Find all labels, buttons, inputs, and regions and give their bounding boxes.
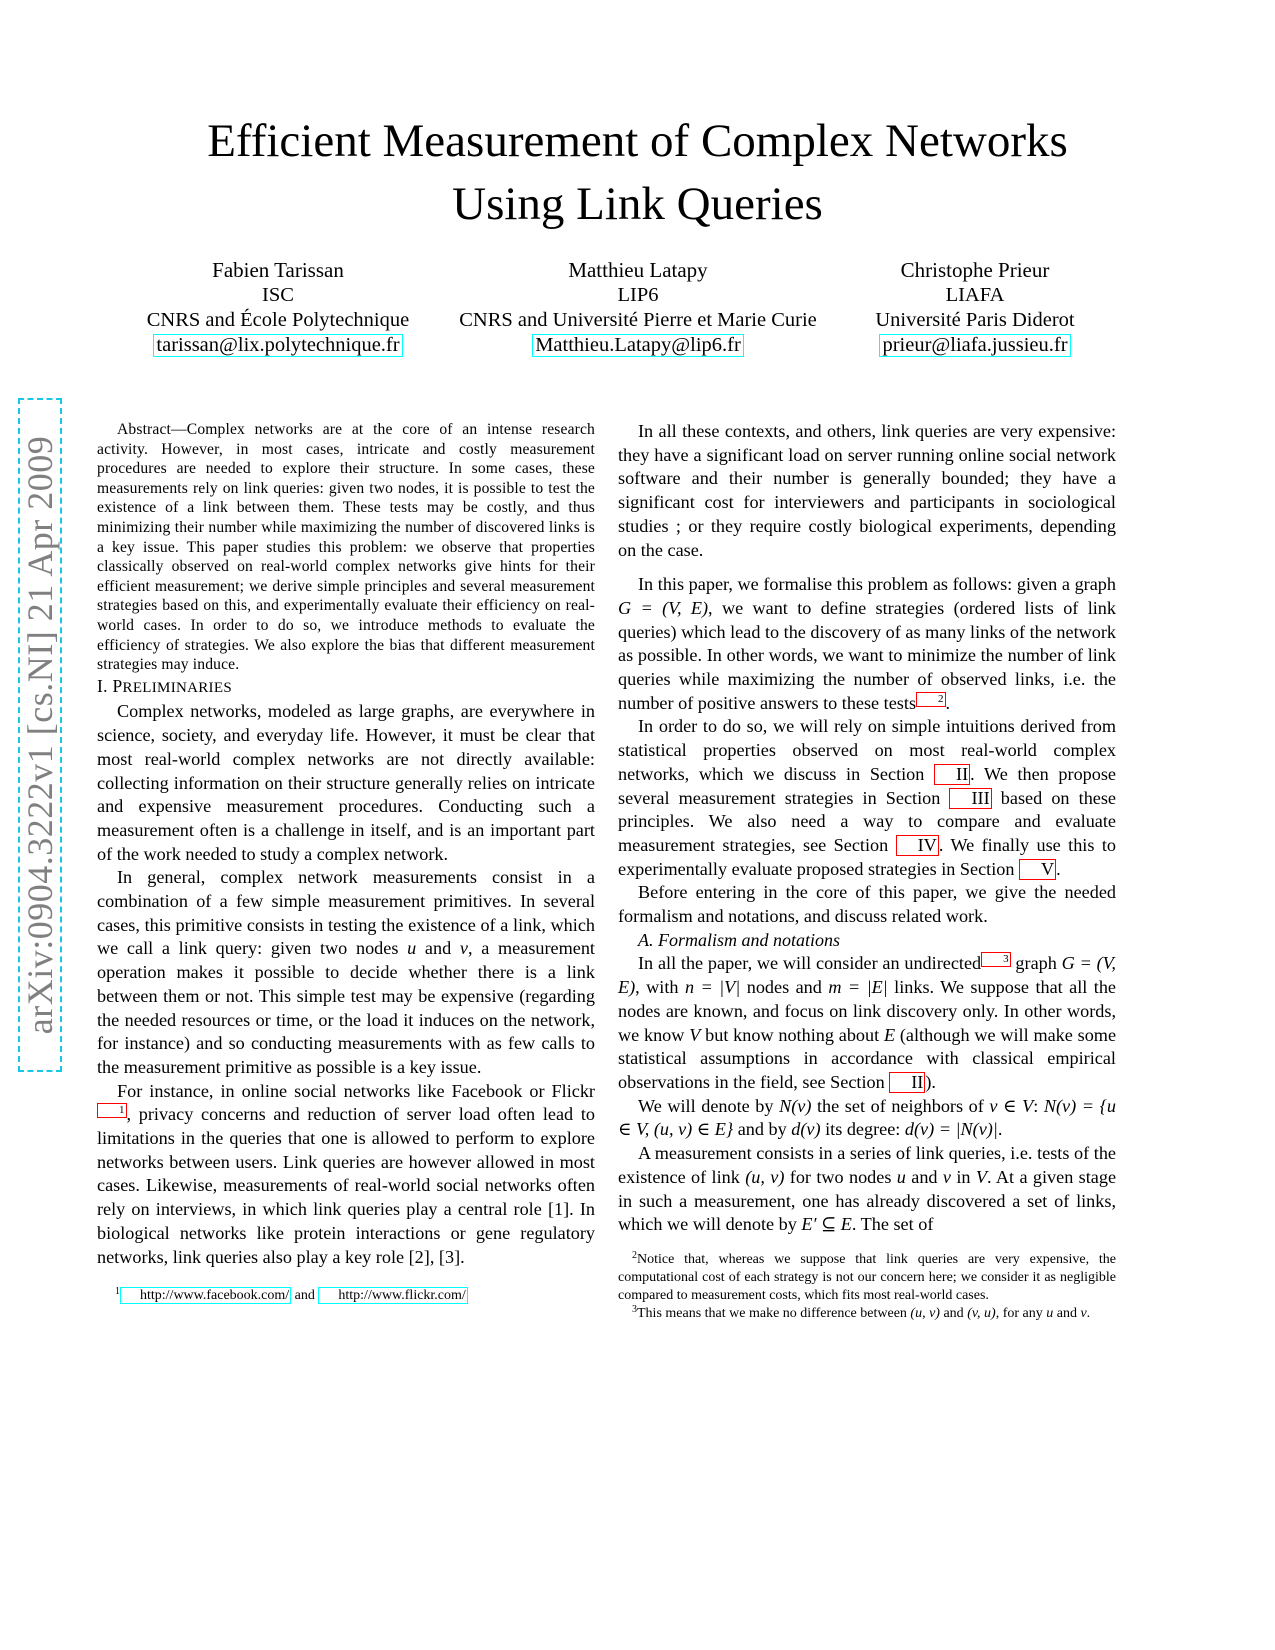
author-lab: LIAFA [945, 284, 1005, 306]
arxiv-identifier: arXiv:0904.3222v1 [cs.NI] 21 Apr 2009 [20, 435, 60, 1035]
author-block-2 [448, 258, 828, 358]
title-line-2: Using Link Queries [452, 178, 823, 230]
author-institution: CNRS and Université Pierre et Marie Curie [459, 309, 817, 331]
footnotes [618, 1251, 1116, 1323]
flickr-url-link[interactable]: http://www.flickr.com/ [318, 1287, 467, 1304]
arxiv-stamp[interactable] [18, 398, 62, 1072]
paragraph: In all the paper, we will consider an undirected 3 graph G = (V, E), with n = |V| nodes and m = |E| links. We suppose that all the nodes are known, and focus on link discovery only. In other words, we know V but know nothing about E (although we will make some statistical assumptions in accordance with classical empirical observations in the field, see Section II ). [618, 953, 1117, 1092]
footnote-1: $^1$ http://www.facebook.com/ and http://www.flickr.com/ [115, 1286, 466, 1304]
paragraph: In all these contexts, and others, link queries are very expensive: they have a significant load on server running online social network software and their number is generally bounded; they have a significant cost for interviewers and participants in sociological studies ; or they require costly biological experiments, depending on the case. [618, 421, 1116, 560]
author-email-link[interactable]: prieur@liafa.jussieu.fr [879, 334, 1070, 357]
section-ref-V[interactable]: V [1019, 859, 1056, 880]
author-email-link[interactable]: Matthieu.Latapy@lip6.fr [532, 334, 744, 357]
paragraph: Complex networks, modeled as large graphs, are everywhere in science, society, and everyday life. However, it must be clear that most real-world complex networks are not directly available: collecting information on their structure generally relies on intricate and expensive measurement procedures. Conducting such a measurement often is a challenge in itself, and is an important part of the work needed to study a complex network. [97, 701, 595, 864]
author-lab: ISC [262, 284, 294, 306]
author-email-link[interactable]: tarissan@lix.polytechnique.fr [153, 334, 402, 357]
author-block-1 [118, 258, 438, 358]
author-block-3 [845, 258, 1105, 358]
section-heading-preliminaries: I. PRELIMINARIES [97, 675, 232, 696]
footnote-link-1[interactable]: 1 [97, 1103, 127, 1118]
title-line-1: Efficient Measurement of Complex Networks [207, 115, 1068, 167]
section-ref-III[interactable]: III [949, 788, 991, 809]
section-ref-II[interactable]: II [889, 1072, 925, 1093]
footnote-link-2[interactable]: 2 [916, 692, 946, 707]
footnote-link-3[interactable]: 3 [981, 952, 1011, 967]
section-ref-IV[interactable]: IV [896, 835, 939, 856]
paragraph: Before entering in the core of this paper, we give the needed formalism and notations, and discuss related work. [618, 882, 1116, 927]
right-column [618, 420, 1116, 1323]
author-institution: CNRS and École Polytechnique [146, 309, 410, 331]
paragraph: In general, complex network measurements consist in a combination of a few simple measurement primitives. In several cases, this primitive consists in testing the existence of a link, which we call a link query: given two nodes u and v, a measurement operation makes it possible to decide whether there is a link between them or not. This simple test may be expensive (regarding the needed resources or time, or the load it induces on the network, for instance) and so conducting measurements with as few calls to the measurement primitive as possible is a key issue. [97, 867, 595, 1077]
paragraph: In this paper, we formalise this problem as follows: given a graph G = (V, E), we want to define strategies (ordered lists of link queries) which lead to the discovery of as many links of the network as possible. In other words, we want to minimize the number of link queries while maximizing the number of observed links, i.e. the number of positive answers to these tests 2 . [618, 574, 1116, 713]
footnote-2: $^2$Notice that, whereas we suppose that link queries are very expensive, the computational cost of each strategy is not our concern here; we consider it as negligible compared to measurement costs, which fits most real-world cases. [618, 1249, 1116, 1303]
paragraph: We will denote by N(v) the set of neighbors of v ∈ V: N(v) = {u ∈ V, (u, v) ∈ E} and by d(v) its degree: d(v) = |N(v)|. [618, 1095, 1116, 1140]
paragraph: For instance, in online social networks like Facebook or Flickr1 , privacy concerns and reduction of server load often lead to limitations in the queries that one is allowed to perform to explore networks between users. Link queries are however allowed in most cases. Likewise, measurements of real-world social networks often rely on interviews, in which link queries play a central role [1]. In biological networks like protein interactions or gene regulatory networks, link queries also play a key role [2], [3]. [97, 1080, 595, 1267]
author-name: Christophe Prieur [900, 258, 1050, 282]
facebook-url-link[interactable]: http://www.facebook.com/ [120, 1287, 291, 1304]
paragraph: In order to do so, we will rely on simple intuitions derived from statistical properties observed on most real-world complex networks, which we discuss in Section II . We then propose several measurement strategies in Section III based on these principles. We also need a way to compare and evaluate measurement strategies, see Section IV . We finally use this to experimentally evaluate proposed strategies in Section V . [618, 716, 1117, 879]
left-column [97, 420, 595, 1305]
section-ref-II[interactable]: II [934, 764, 970, 785]
author-name: Fabien Tarissan [212, 258, 344, 282]
abstract: Abstract—Complex networks are at the core of an intense research activity. However, in most cases, intricate and costly measurement procedures are needed to explore their structure. In some cases, these measurements rely on link queries: given two nodes, it is possible to test the existence of a link between them. These tests may be costly, and thus minimizing their number while maximizing the number of discovered links is a key issue. This paper studies this problem: we observe that properties classically observed on real-world complex networks give hints for their efficient measurement; we derive simple principles and several measurement strategies based on this, and experimentally evaluate their efficiency on real-world cases. In order to do so, we introduce methods to evaluate the efficiency of strategies. We also explore the bias that different measurement strategies may induce. [97, 421, 595, 674]
author-name: Matthieu Latapy [568, 258, 708, 282]
author-lab: LIP6 [617, 284, 659, 306]
paragraph: A measurement consists in a series of link queries, i.e. tests of the existence of link (u, v) for two nodes u and v in V. At a given stage in such a measurement, one has already discovered a set of links, which we will denote by E′ ⊆ E. The set of [618, 1143, 1117, 1235]
paper-title [0, 110, 1275, 236]
author-institution: Université Paris Diderot [875, 309, 1075, 331]
footnote-3: $^3$This means that we make no difference between (u, v) and (v, u), for any u and v. [632, 1303, 1091, 1321]
subsection-heading: A. Formalism and notations [638, 929, 841, 950]
